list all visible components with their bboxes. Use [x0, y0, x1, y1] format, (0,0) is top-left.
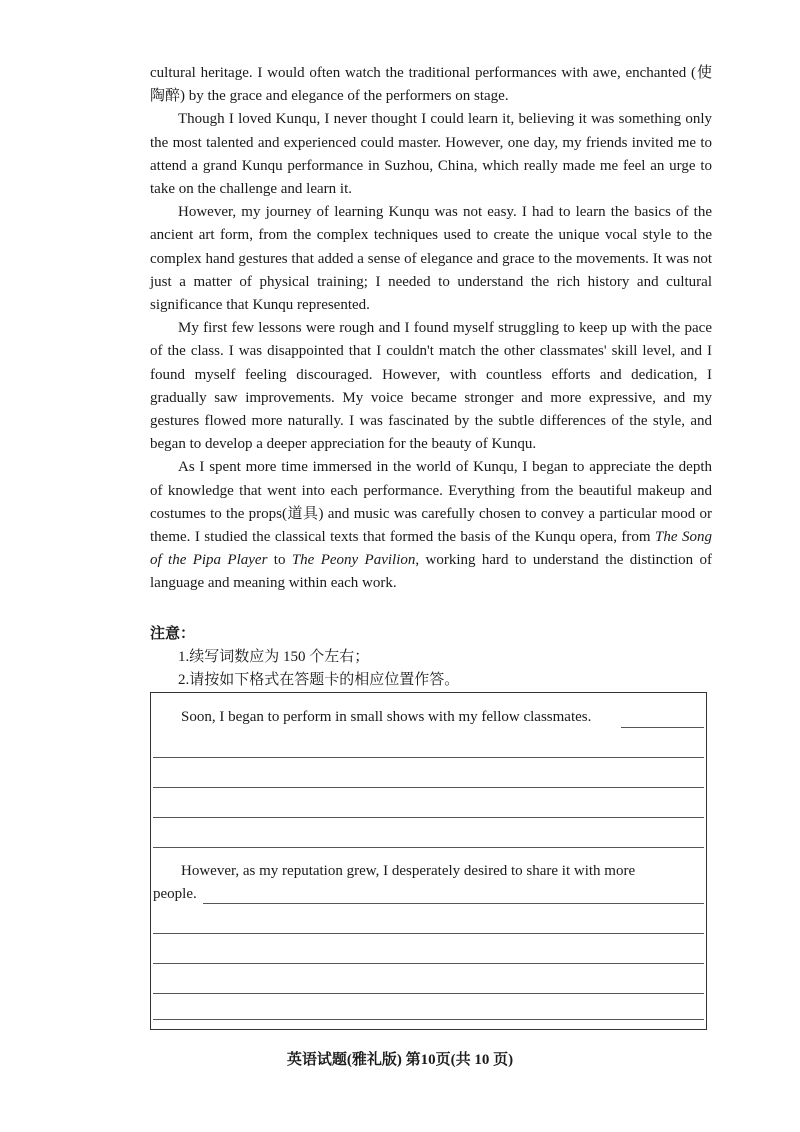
writing-line[interactable]: [153, 787, 704, 788]
prompt-2: However, as my reputation grew, I desperately desired to share it with more: [181, 863, 636, 879]
notes-section: [150, 623, 459, 692]
note-item-2: 2.请按如下格式在答题卡的相应位置作答。: [178, 672, 460, 688]
writing-line[interactable]: [153, 1019, 704, 1020]
title-peony-pavilion: The Peony Pavilion: [291, 552, 416, 569]
writing-line[interactable]: [153, 847, 704, 848]
page-footer: 英语试题(雅礼版) 第10页(共 10 页): [286, 1052, 514, 1068]
paragraph-5-text-b: to: [267, 552, 292, 569]
writing-line[interactable]: [153, 963, 704, 964]
prompt-2-continued: people.: [153, 886, 197, 902]
paragraph-1: cultural heritage. I would often watch the traditional performances with awe, enchanted (使陶醉) by the grace and elegance of the performers on stage.: [150, 65, 712, 105]
writing-line[interactable]: [153, 757, 704, 758]
notes-title: 注意：: [150, 626, 196, 642]
paragraph-2: Though I loved Kunqu, I never thought I could learn it, believing it was something only the most talented and experienced could master. However, one day, my friends invited me to attend a grand Kunqu performance in Suzhou, China, which really made me feel an urge to take on the challenge and learn it.: [150, 111, 712, 198]
prompt-1: Soon, I began to perform in small shows with my fellow classmates.: [181, 709, 592, 725]
title-pipa-player: The Song of the Pipa Player: [150, 529, 713, 569]
writing-line[interactable]: [203, 903, 704, 904]
writing-line[interactable]: [153, 817, 704, 818]
writing-line[interactable]: [153, 993, 704, 994]
paragraph-5-text-c: , working hard to understand the distinction of language and meaning within each work.: [150, 552, 712, 592]
paragraph-4: My first few lessons were rough and I found myself struggling to keep up with the pace of the class. I was disappointed that I couldn't match the other classmates' skill level, and I found myself feeling discouraged. However, with countless efforts and dedication, I gradually saw improvements. My voice became stronger and more expressive, and my gestures flowed more naturally. I was fascinated by the subtle differences of the style, and began to develop a deeper appreciation for the beauty of Kunqu.: [150, 320, 712, 453]
paragraph-5-text-a: As I spent more time immersed in the world of Kunqu, I began to appreciate the depth of knowledge that went into each performance. Everything from the beautiful makeup and costumes to the props(道具) and music was carefully chosen to convey a particular mood or theme. I studied the classical texts that formed the basis of the Kunqu opera, from: [150, 459, 712, 546]
paragraph-3: However, my journey of learning Kunqu was not easy. I had to learn the basics of the ancient art form, from the complex techniques used to create the unique vocal style to the complex hand gestures that added a sense of elegance and grace to the movements. It was not just a matter of physical training; I needed to understand the rich history and cultural significance that Kunqu represented.: [150, 204, 712, 314]
answer-box: [150, 692, 707, 1030]
writing-line[interactable]: [621, 727, 704, 728]
story-text: [150, 62, 712, 596]
note-item-1: 1.续写词数应为 150 个左右；: [178, 649, 370, 665]
paragraph-5: [150, 456, 712, 595]
writing-line[interactable]: [153, 933, 704, 934]
